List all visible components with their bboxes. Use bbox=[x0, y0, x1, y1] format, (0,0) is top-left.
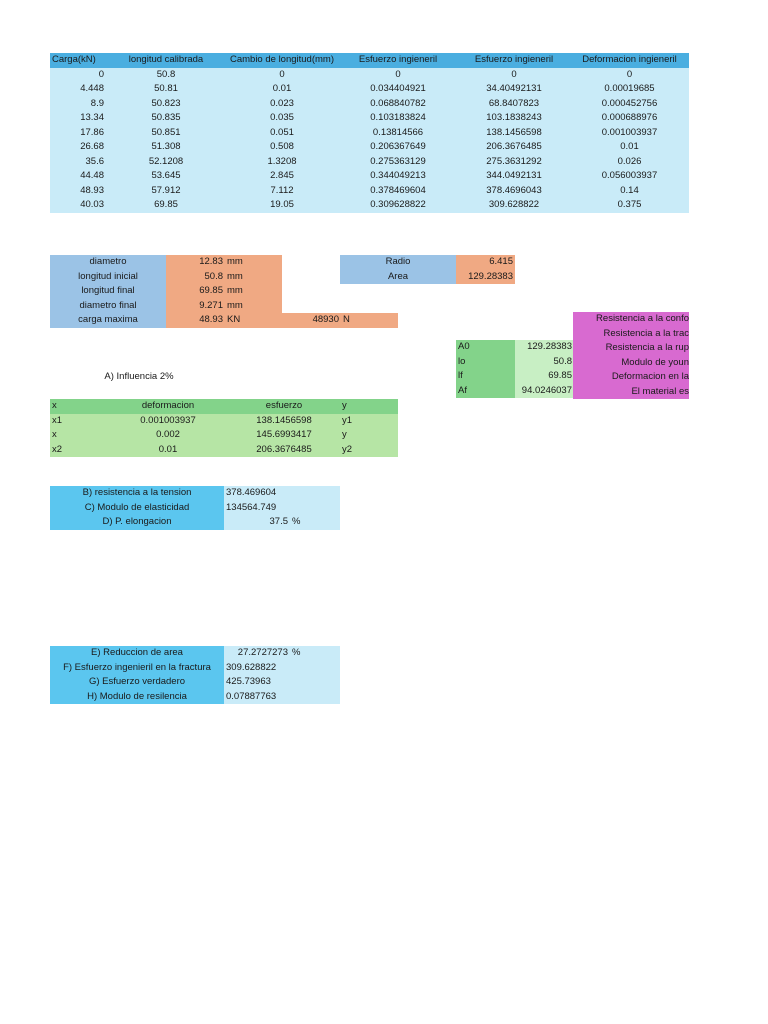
magenta-label: Resistencia a la rup bbox=[605, 342, 689, 353]
magenta-label: Resistencia a la trac bbox=[603, 327, 689, 339]
influencia-header-esfuerzo: esfuerzo bbox=[265, 400, 303, 411]
cell-esfuerzo-1: 0.068840782 bbox=[370, 97, 426, 109]
specimen-label: diametro bbox=[89, 256, 127, 267]
green-param-value: 129.28383 bbox=[527, 341, 572, 352]
cell-esfuerzo-2: 206.3676485 bbox=[486, 141, 542, 152]
cell-esfuerzo-2: 68.8407823 bbox=[488, 97, 540, 109]
green-param-label: lf bbox=[458, 370, 463, 381]
cell-deformacion: 0.000452756 bbox=[601, 97, 658, 109]
cell-carga: 48.93 bbox=[80, 184, 104, 196]
cell-esfuerzo-1: 0.344049213 bbox=[370, 170, 426, 181]
result-label: H) Modulo de resilencia bbox=[87, 690, 187, 702]
cell-deformacion: 0.375 bbox=[617, 199, 642, 210]
cell-carga: 8.9 bbox=[90, 97, 104, 109]
magenta-label: Resistencia a la confo bbox=[596, 313, 689, 324]
influencia-cell-deformacion: 0.002 bbox=[156, 429, 180, 440]
cell-longitud-calibrada: 50.8 bbox=[156, 68, 176, 80]
header-cambio-longitud: Cambio de longitud(mm) bbox=[229, 54, 334, 65]
cell-longitud-calibrada: 50.81 bbox=[154, 83, 178, 94]
influencia-header-x: x bbox=[52, 400, 57, 411]
specimen-value: 48.93 bbox=[199, 314, 223, 325]
cell-esfuerzo-1: 0.378469604 bbox=[370, 184, 426, 196]
cell-carga: 35.6 bbox=[85, 155, 104, 167]
influencia-cell-deformacion: 0.01 bbox=[158, 443, 178, 455]
cell-cambio-longitud: 0.508 bbox=[270, 141, 294, 152]
result-label: G) Esfuerzo verdadero bbox=[88, 676, 186, 687]
influencia-cell-esfuerzo: 206.3676485 bbox=[256, 443, 312, 455]
influencia-cell-esfuerzo: 145.6993417 bbox=[256, 429, 312, 440]
result-label: D) P. elongacion bbox=[102, 516, 172, 527]
cell-esfuerzo-1: 0 bbox=[395, 68, 401, 80]
cell-longitud-calibrada: 50.851 bbox=[151, 126, 181, 138]
cell-carga: 4.448 bbox=[80, 83, 104, 94]
cell-esfuerzo-1: 0.034404921 bbox=[370, 83, 426, 94]
cell-deformacion: 0.14 bbox=[620, 184, 639, 196]
cell-longitud-calibrada: 57.912 bbox=[151, 184, 181, 196]
influencia-cell-y: y1 bbox=[342, 414, 353, 426]
cell-esfuerzo-2: 138.1456598 bbox=[486, 126, 542, 138]
cell-carga: 26.68 bbox=[80, 141, 104, 152]
cell-esfuerzo-2: 103.1838243 bbox=[486, 112, 542, 123]
green-param-label: Af bbox=[458, 384, 467, 396]
specimen-label: carga maxima bbox=[78, 314, 138, 325]
green-param-label: A0 bbox=[458, 341, 470, 352]
cell-cambio-longitud: 0.023 bbox=[270, 97, 294, 109]
influencia-title: A) Influencia 2% bbox=[104, 371, 174, 382]
area-label: Area bbox=[387, 270, 409, 282]
cell-esfuerzo-2: 309.628822 bbox=[488, 199, 540, 210]
cell-carga: 13.34 bbox=[80, 112, 104, 123]
specimen-label: diametro final bbox=[79, 299, 137, 311]
result-label: B) resistencia a la tension bbox=[82, 487, 192, 498]
specimen-value: 69.85 bbox=[199, 285, 223, 296]
specimen-value: 50.8 bbox=[204, 270, 223, 282]
specimen-unit: mm bbox=[227, 270, 243, 282]
cell-deformacion: 0.056003937 bbox=[601, 170, 658, 181]
header-esfuerzo-1: Esfuerzo ingieneril bbox=[358, 54, 438, 65]
cell-carga: 40.03 bbox=[80, 199, 104, 210]
magenta-label: El material es bbox=[631, 385, 689, 397]
specimen-label: longitud inicial bbox=[78, 270, 138, 282]
cell-carga: 17.86 bbox=[80, 126, 104, 138]
radio-label: Radio bbox=[385, 256, 411, 267]
result-value: 134564.749 bbox=[226, 501, 277, 513]
cell-esfuerzo-2: 0 bbox=[511, 68, 517, 80]
cell-longitud-calibrada: 51.308 bbox=[151, 141, 181, 152]
cell-carga: 0 bbox=[98, 68, 104, 80]
specimen-unit: mm bbox=[227, 285, 243, 296]
influencia-cell-esfuerzo: 138.1456598 bbox=[256, 414, 312, 426]
result-value: 425.73963 bbox=[226, 676, 271, 687]
cell-cambio-longitud: 0.035 bbox=[270, 112, 294, 123]
influencia-cell-x: x bbox=[52, 429, 57, 440]
influencia-header-deformacion: deformacion bbox=[141, 400, 195, 411]
cell-esfuerzo-2: 275.3631292 bbox=[486, 155, 542, 167]
cell-longitud-calibrada: 50.835 bbox=[151, 112, 181, 123]
cell-carga: 44.48 bbox=[80, 170, 104, 181]
result-value: 0.07887763 bbox=[226, 690, 277, 702]
influencia-cell-y: y2 bbox=[342, 443, 353, 455]
magenta-label: Deformacion en la bbox=[611, 371, 689, 382]
cell-longitud-calibrada: 50.823 bbox=[151, 97, 181, 109]
influencia-cell-deformacion: 0.001003937 bbox=[140, 414, 196, 426]
cell-cambio-longitud: 0 bbox=[279, 68, 285, 80]
cell-cambio-longitud: 0.01 bbox=[272, 83, 292, 94]
cell-longitud-calibrada: 69.85 bbox=[154, 199, 178, 210]
result-label: E) Reduccion de area bbox=[91, 647, 183, 658]
header-longitud-calibrada: longitud calibrada bbox=[128, 54, 204, 65]
carga-n-unit: N bbox=[343, 314, 350, 325]
cell-esfuerzo-1: 0.13814566 bbox=[372, 126, 424, 138]
influencia-header-y: y bbox=[342, 400, 347, 411]
cell-cambio-longitud: 7.112 bbox=[270, 184, 294, 196]
result-value: 309.628822 bbox=[226, 661, 277, 673]
green-param-value: 94.0246037 bbox=[521, 384, 572, 396]
cell-esfuerzo-1: 0.103183824 bbox=[370, 112, 426, 123]
influencia-cell-x: x1 bbox=[52, 414, 63, 426]
result-unit: % bbox=[292, 516, 301, 527]
cell-longitud-calibrada: 52.1208 bbox=[148, 155, 184, 167]
specimen-unit: mm bbox=[227, 256, 243, 267]
influencia-cell-x: x2 bbox=[52, 443, 63, 455]
cell-deformacion: 0.00019685 bbox=[604, 83, 655, 94]
carga-n-value: 48930 bbox=[312, 314, 339, 325]
cell-deformacion: 0.001003937 bbox=[601, 126, 658, 138]
result-label: F) Esfuerzo ingenieril en la fractura bbox=[63, 661, 211, 673]
specimen-unit: KN bbox=[227, 314, 241, 325]
green-param-label: lo bbox=[458, 355, 466, 367]
result-unit: % bbox=[292, 647, 301, 658]
cell-esfuerzo-2: 378.4696043 bbox=[486, 184, 542, 196]
result-value: 27.2727273 bbox=[237, 647, 288, 658]
cell-cambio-longitud: 2.845 bbox=[270, 170, 294, 181]
header-deformacion: Deformacion ingieneril bbox=[582, 54, 677, 65]
cell-deformacion: 0.000688976 bbox=[601, 112, 658, 123]
influencia-cell-y: y bbox=[342, 429, 347, 440]
cell-cambio-longitud: 0.051 bbox=[270, 126, 294, 138]
result-value: 37.5 bbox=[269, 516, 288, 527]
specimen-unit: mm bbox=[227, 299, 243, 311]
area-value: 129.28383 bbox=[468, 270, 513, 282]
cell-deformacion: 0 bbox=[626, 68, 633, 80]
header-carga: Carga(kN) bbox=[52, 54, 96, 65]
header-esfuerzo-2: Esfuerzo ingieneril bbox=[474, 54, 554, 65]
cell-cambio-longitud: 1.3208 bbox=[267, 155, 297, 167]
green-param-value: 69.85 bbox=[548, 370, 572, 381]
cell-deformacion: 0.01 bbox=[620, 141, 639, 152]
green-param-value: 50.8 bbox=[553, 355, 572, 367]
specimen-value: 12.83 bbox=[199, 256, 223, 267]
cell-esfuerzo-1: 0.309628822 bbox=[370, 199, 426, 210]
radio-value: 6.415 bbox=[489, 256, 513, 267]
cell-esfuerzo-1: 0.206367649 bbox=[370, 141, 426, 152]
cell-esfuerzo-2: 344.0492131 bbox=[486, 170, 542, 181]
cell-cambio-longitud: 19.05 bbox=[270, 199, 294, 210]
cell-deformacion: 0.026 bbox=[617, 155, 642, 167]
specimen-label: longitud final bbox=[81, 285, 135, 296]
cell-esfuerzo-1: 0.275363129 bbox=[370, 155, 426, 167]
result-value: 378.469604 bbox=[226, 487, 277, 498]
magenta-label: Modulo de youn bbox=[621, 356, 689, 368]
specimen-value: 9.271 bbox=[199, 299, 223, 311]
cell-longitud-calibrada: 53.645 bbox=[151, 170, 181, 181]
result-label: C) Modulo de elasticidad bbox=[84, 501, 190, 513]
cell-esfuerzo-2: 34.40492131 bbox=[486, 83, 542, 94]
